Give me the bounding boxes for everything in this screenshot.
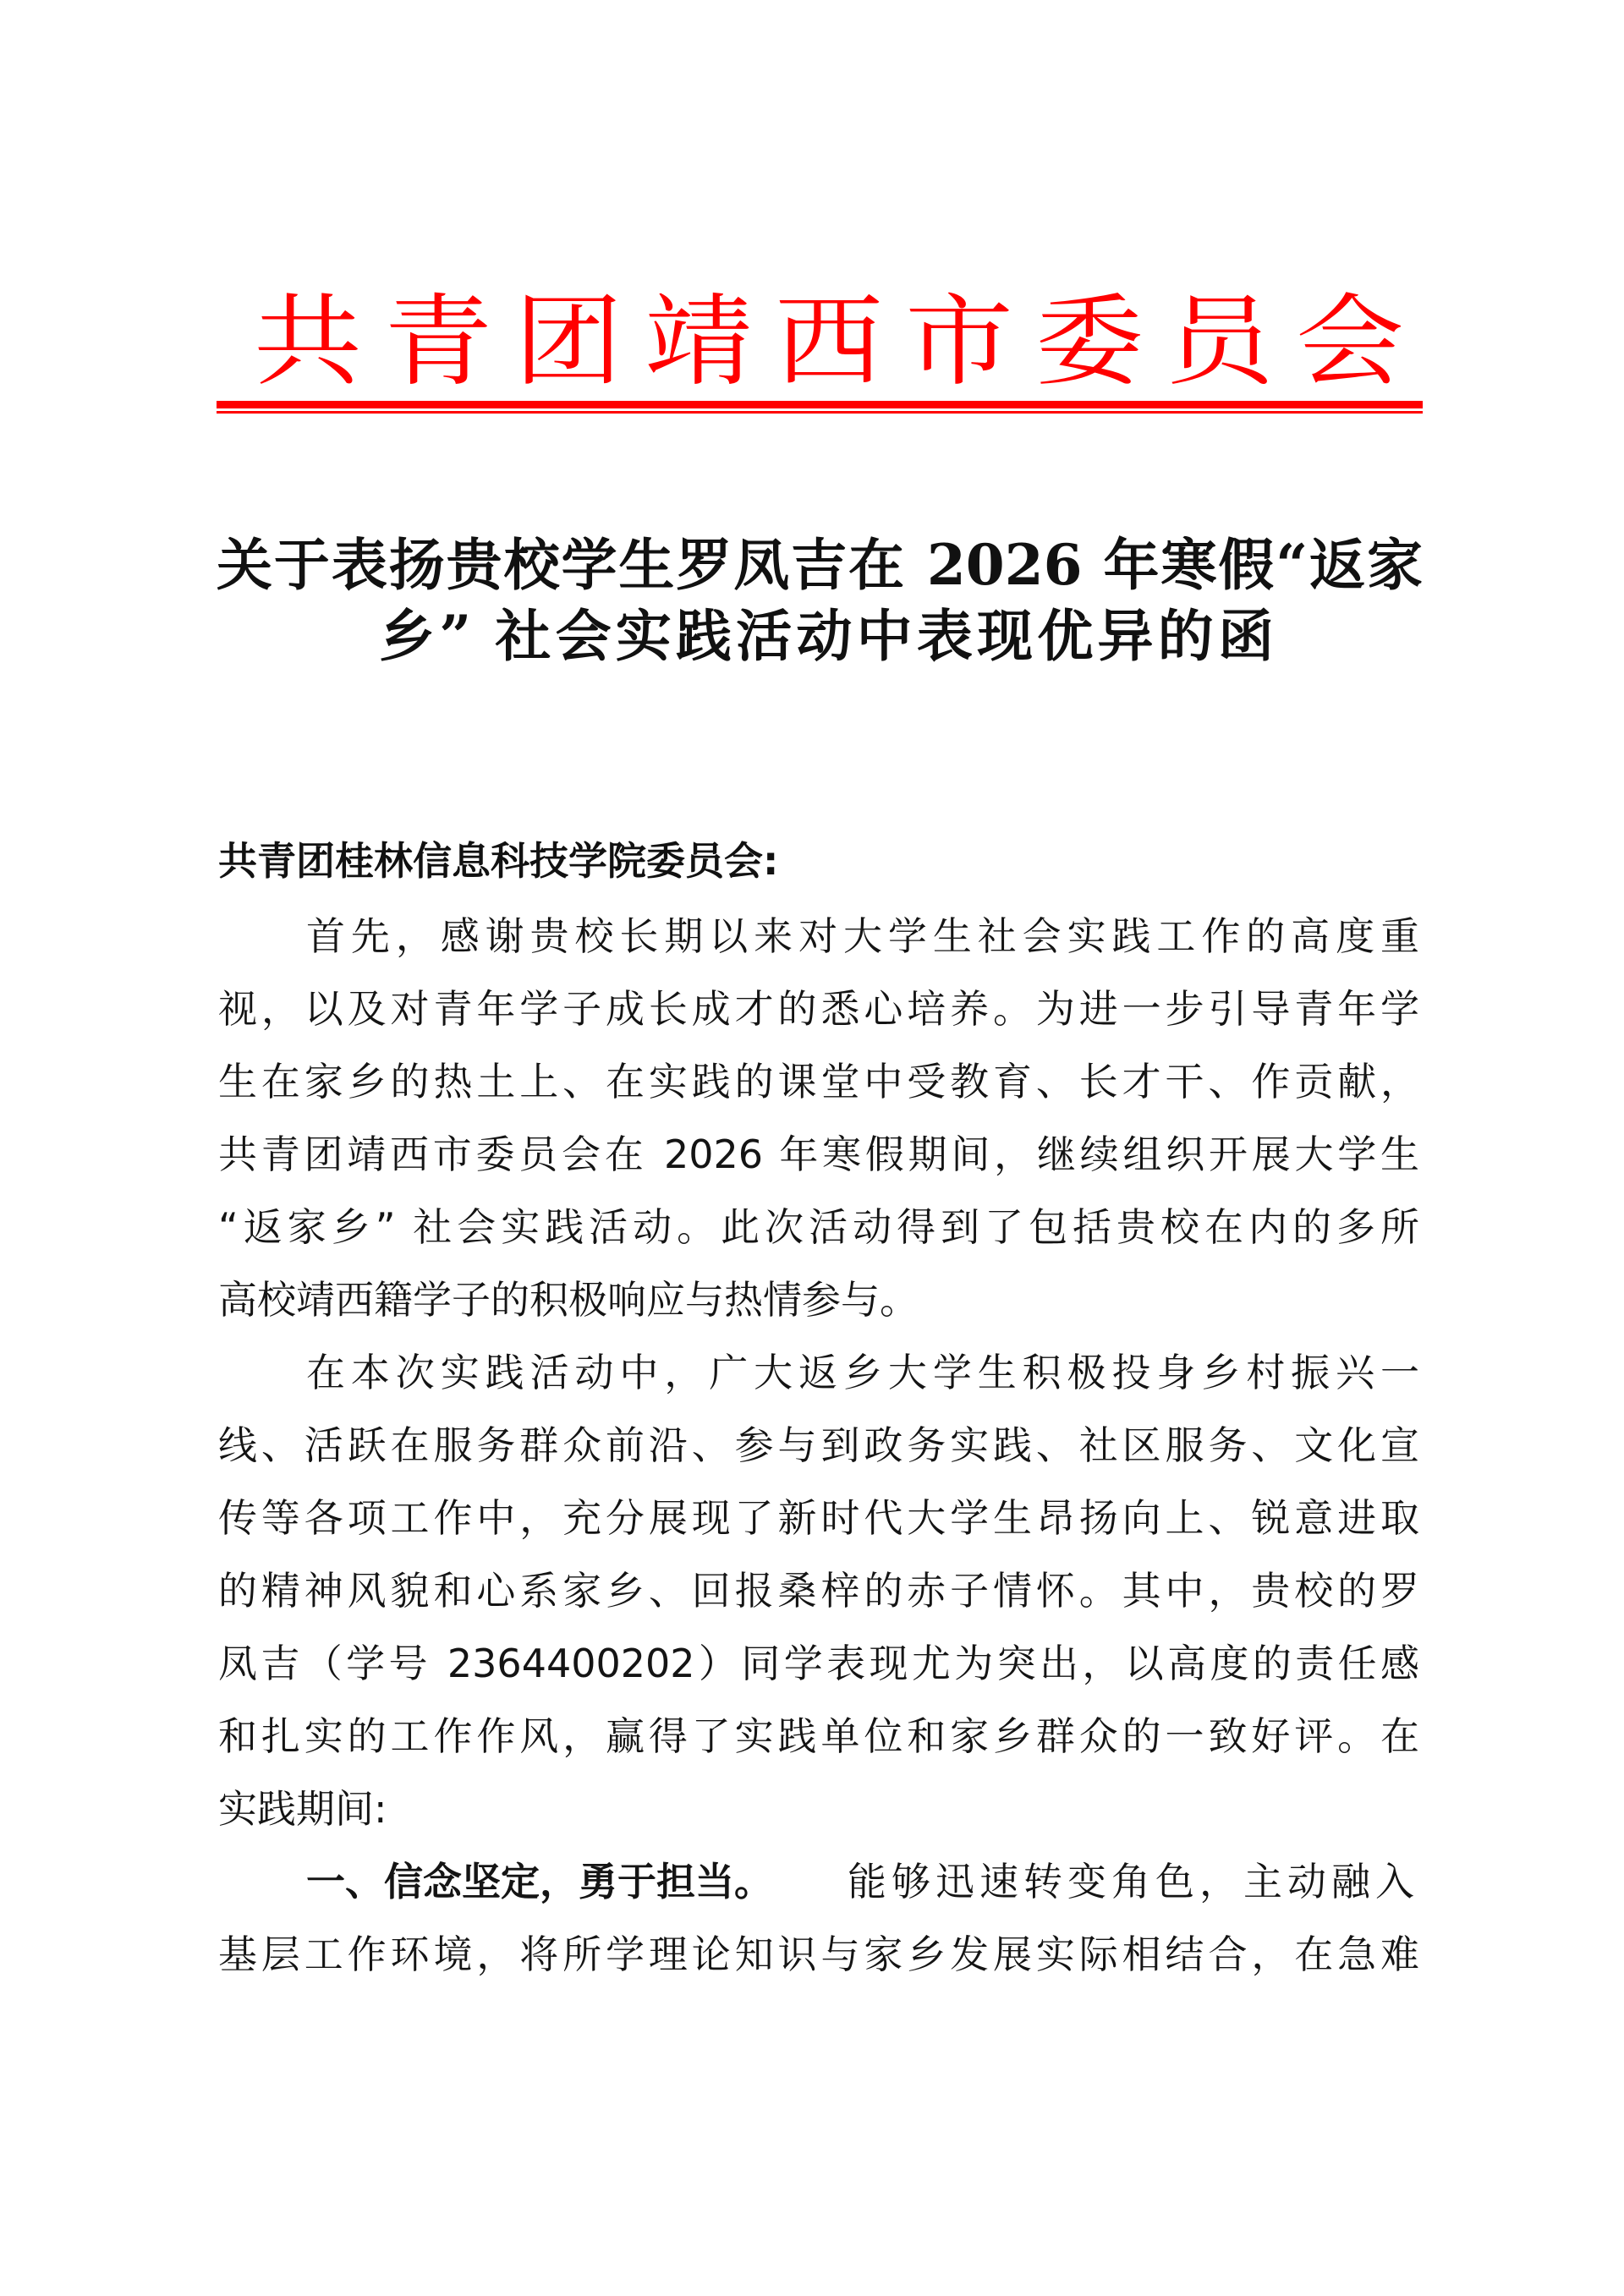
body-line: 生在家乡的热土上、在实践的课堂中受教育、长才干、作贡献， xyxy=(218,1059,1419,1104)
body-line: 的精神风貌和心系家乡、回报桑梓的赤子情怀。其中，贵校的罗 xyxy=(218,1568,1419,1614)
body-line: 传等各项工作中，充分展现了新时代大学生昂扬向上、锐意进取 xyxy=(218,1495,1419,1541)
document-title-line-2: 乡” 社会实践活动中表现优异的函 xyxy=(379,603,1274,669)
header-rule-thick xyxy=(217,401,1423,408)
body-line: 视，以及对青年学子成长成才的悉心培养。为进一步引导青年学 xyxy=(218,986,1419,1032)
body-line: 高校靖西籍学子的积极响应与热情参与。 xyxy=(218,1277,919,1323)
salutation: 共青团桂林信息科技学院委员会: xyxy=(218,838,779,884)
header-rule-thin xyxy=(217,411,1423,414)
section-line xyxy=(306,1858,1419,1905)
document-title-line-1: 关于表扬贵校学生罗凤吉在 2026 年寒假“返家 xyxy=(217,532,1423,598)
section-text: 能够迅速转变角色，主动融入 xyxy=(848,1859,1419,1904)
issuing-organization-header: 共青团靖西市委员会 xyxy=(254,284,1404,401)
body-line: 和扎实的工作作风，赢得了实践单位和家乡群众的一致好评。在 xyxy=(218,1713,1419,1759)
body-line: 共青团靖西市委员会在 2026 年寒假期间，继续组织开展大学生 xyxy=(218,1132,1419,1177)
body-line: “返家乡” 社会实践活动。此次活动得到了包括贵校在内的多所 xyxy=(218,1204,1419,1250)
body-line: 首先，感谢贵校长期以来对大学生社会实践工作的高度重 xyxy=(306,913,1419,959)
section-heading: 一、信念坚定，勇于担当。 xyxy=(306,1859,773,1904)
body-line: 基层工作环境，将所学理论知识与家乡发展实际相结合，在急难 xyxy=(218,1932,1419,1977)
body-line: 实践期间: xyxy=(218,1786,387,1832)
body-line: 线、活跃在服务群众前沿、参与到政务实践、社区服务、文化宣 xyxy=(218,1422,1419,1468)
body-line: 凤吉（学号 2364400202）同学表现尤为突出，以高度的责任感 xyxy=(218,1641,1419,1686)
body-line: 在本次实践活动中，广大返乡大学生积极投身乡村振兴一 xyxy=(306,1350,1419,1395)
